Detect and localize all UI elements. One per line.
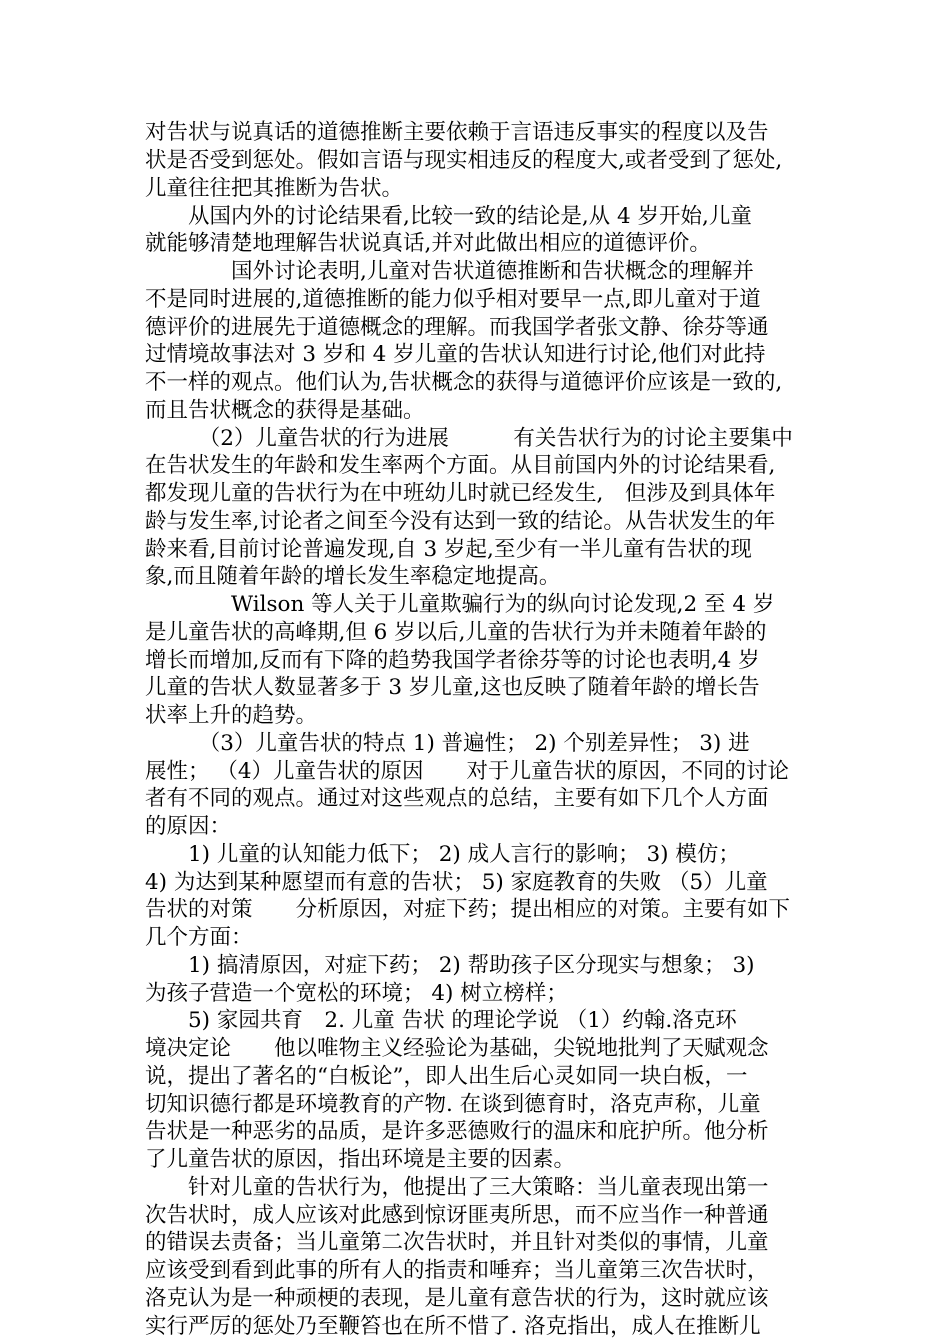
text-line: 德评价的进展先于道德概念的理解。而我国学者张文静、徐芬等通 [145, 315, 769, 340]
text-line: 国外讨论表明,儿童对告状道德推断和告状概念的理解并 [145, 259, 754, 284]
text-line: （2）儿童告状的行为进展 有关告状行为的讨论主要集中 [145, 426, 793, 451]
text-line: 切知识德行都是环境教育的产物. 在谈到德育时，洛克声称，儿童 [145, 1092, 761, 1117]
text-line: 境决定论 他以唯物主义经验论为基础，尖锐地批判了天赋观念 [145, 1036, 769, 1061]
text-line: 增长而增加,反而有下降的趋势我国学者徐芬等的讨论也表明,4 岁 [145, 648, 760, 673]
text-line: 了儿童告状的原因，指出环境是主要的因素。 [145, 1147, 576, 1172]
text-line: 龄与发生率,讨论者之间至今没有达到一致的结论。从告状发生的年 [145, 509, 776, 534]
text-line: 就能够清楚地理解告状说真话,并对此做出相应的道德评价。 [145, 231, 711, 256]
text-line: （3）儿童告状的特点 1) 普遍性； 2) 个别差异性； 3) 进 [145, 731, 750, 756]
text-line: 儿童往往把其推断为告状。 [145, 176, 404, 201]
text-line: 龄来看,目前讨论普遍发现,自 3 岁起,至少有一半儿童有告状的现 [145, 537, 752, 562]
text-line: 不一样的观点。他们认为,告状概念的获得与道德评价应该是一致的, [145, 370, 783, 395]
text-line: 的原因： [145, 814, 232, 839]
text-line: Wilson 等人关于儿童欺骗行为的纵向讨论发现,2 至 4 岁 [145, 592, 775, 617]
text-line: 洛克认为是一种顽梗的表现，是儿童有意告状的行为，这时就应该 [145, 1286, 769, 1311]
text-line: 象,而且随着年龄的增长发生率稳定地提高。 [145, 564, 561, 589]
text-line: 而且告状概念的获得是基础。 [145, 398, 425, 423]
text-line: 1) 搞清原因，对症下药； 2) 帮助孩子区分现实与想象； 3) [145, 953, 755, 978]
text-line: 的错误去责备；当儿童第二次告状时，并且针对类似的事情，儿童 [145, 1230, 769, 1255]
text-line: 状率上升的趋势。 [145, 703, 318, 728]
text-line: 展性； （4）儿童告状的原因 对于儿童告状的原因，不同的讨论 [145, 759, 790, 784]
text-line: 对告状与说真话的道德推断主要依赖于言语违反事实的程度以及告 [145, 120, 769, 145]
text-line: 告状的对策 分析原因，对症下药；提出相应的对策。主要有如下 [145, 897, 791, 922]
text-line: 为孩子营造一个宽松的环境； 4) 树立榜样； [145, 981, 568, 1006]
text-line: 过情境故事法对 3 岁和 4 岁儿童的告状认知进行讨论,他们对此持 [145, 342, 766, 367]
text-line: 从国内外的讨论结果看,比较一致的结论是,从 4 岁开始,儿童 [145, 204, 752, 229]
text-line: 告状是一种恶劣的品质，是许多恶德败行的温床和庇护所。他分析 [145, 1119, 769, 1144]
text-line: 应该受到看到此事的所有人的指责和唾弃；当儿童第三次告状时， [145, 1258, 769, 1283]
text-line: 5) 家园共育 2. 儿童 告状 的理论学说 （1）约翰.洛克环 [145, 1008, 737, 1033]
text-line: 针对儿童的告状行为，他提出了三大策略：当儿童表现出第一 [145, 1175, 769, 1200]
text-line: 在告状发生的年龄和发生率两个方面。从目前国内外的讨论结果看, [145, 453, 776, 478]
text-line: 状是否受到惩处。假如言语与现实相违反的程度大,或者受到了惩处, [145, 148, 783, 173]
text-line: 几个方面： [145, 925, 253, 950]
text-line: 4) 为达到某种愿望而有意的告状； 5) 家庭教育的失败 （5）儿童 [145, 870, 768, 895]
text-line: 是儿童告状的高峰期,但 6 岁以后,儿童的告状行为并未随着年龄的 [145, 620, 767, 645]
text-line: 不是同时进展的,道德推断的能力似乎相对要早一点,即儿童对于道 [145, 287, 761, 312]
text-line: 实行严厉的惩处乃至鞭笞也在所不惜了. 洛克指出，成人在推断儿 [145, 1314, 761, 1339]
text-line: 说，提出了著名的“白板论”，即人出生后心灵如同一块白板，一 [145, 1064, 748, 1089]
text-line: 1) 儿童的认知能力低下； 2) 成人言行的影响； 3) 模仿； [145, 842, 740, 867]
text-line: 儿童的告状人数显著多于 3 岁儿童,这也反映了随着年龄的增长告 [145, 675, 760, 700]
text-line: 都发现儿童的告状行为在中班幼儿时就已经发生, 但涉及到具体年 [145, 481, 776, 506]
text-line: 者有不同的观点。通过对这些观点的总结，主要有如下几个人方面 [145, 786, 769, 811]
text-line: 次告状时，成人应该对此感到惊讶匪夷所思，而不应当作一种普通 [145, 1203, 769, 1228]
